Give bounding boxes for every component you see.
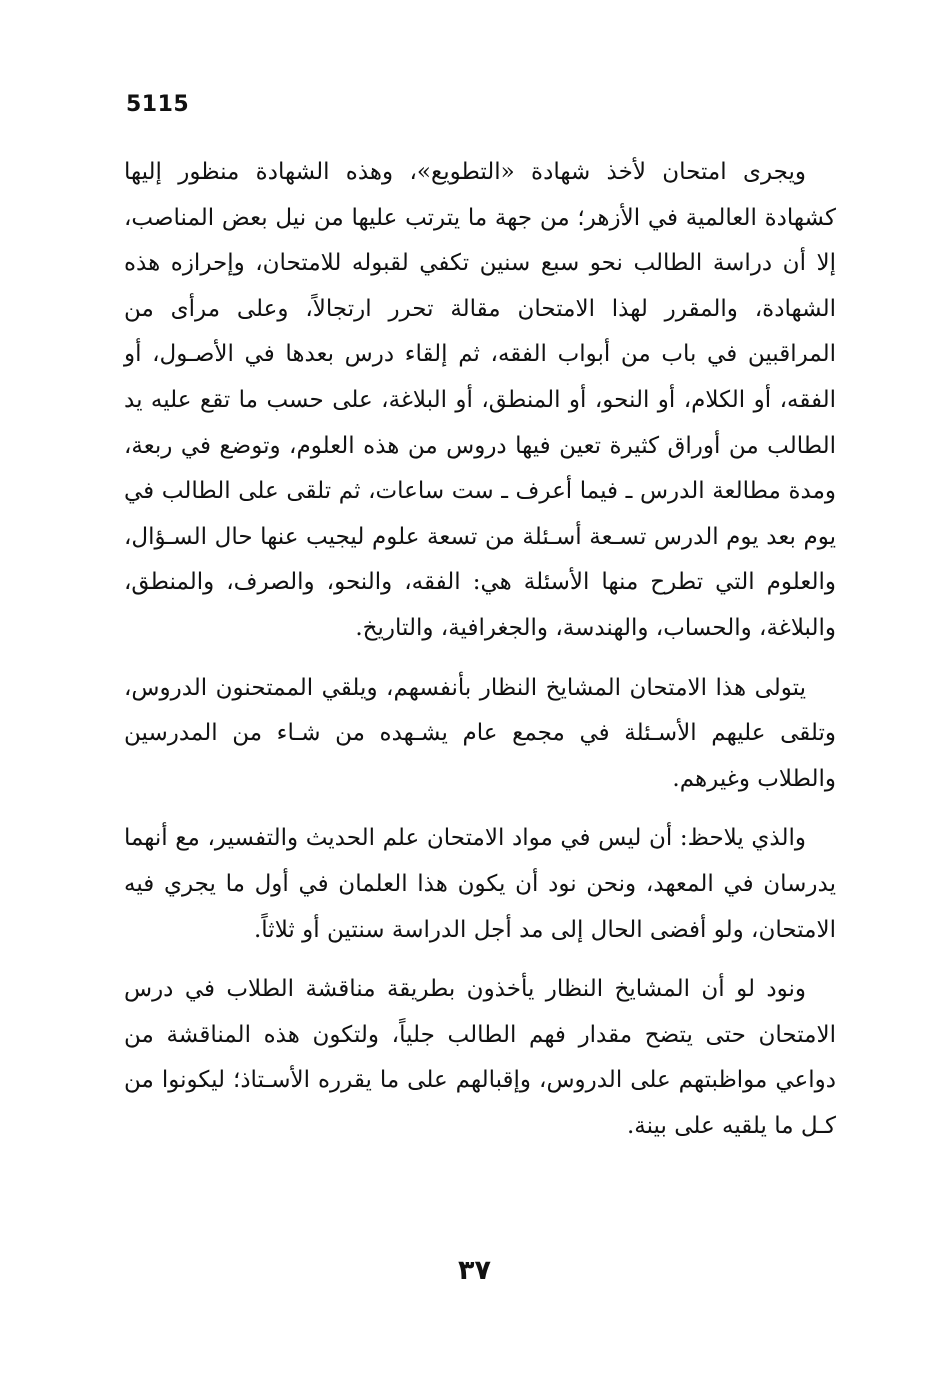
paragraph-exam-supervisors: يتولى هذا الامتحان المشايخ النظار بأنفسهم، ويلقي الممتحنون الدروس، وتلقى عليهم الأسـئلة في مجمع عام يشـهده من شـاء من المدرسين والطلاب وغيرهم. xyxy=(124,674,836,792)
reference-number: 5115 xyxy=(126,92,190,117)
page-number: ٣٧ xyxy=(458,1255,491,1286)
paragraph-missing-subjects: والذي يلاحظ: أن ليس في مواد الامتحان علم الحديث والتفسير، مع أنهما يدرسان في المعهد، ونحن نود أن يكون هذا العلمان في أول ما يجري فيه الامتحان، ولو أفضى الحال إلى مد أجل الدراسة سنتين أو ثلاثاً. xyxy=(124,825,836,943)
page-body xyxy=(124,150,836,1163)
paragraph-discussion-method: ونود لو أن المشايخ النظار يأخذون بطريقة مناقشة الطلاب في درس الامتحان حتى يتضح مقدار فهم الطالب جلياً، ولتكون هذه المناقشة من دواعي مواظبتهم على الدروس، وإقبالهم على ما يقرره الأسـتاذ؛ ليكونوا من كـل ما يلقيه على بينة. xyxy=(124,976,836,1139)
paragraph-tatwee-exam: ويجرى امتحان لأخذ شهادة «التطويع»، وهذه الشهادة منظور إليها كشهادة العالمية في الأزهر؛ من جهة ما يترتب عليها من نيل بعض المناصب، إلا أن دراسة الطالب نحو سبع سنين تكفي لقبوله للامتحان، وإحرازه هذه الشهادة، والمقرر لهذا الامتحان مقالة تحرر ارتجالاً، وعلى مرأى من المراقبين في باب من أبواب الفقه، ثم إلقاء درس بعدها في الأصـول، أو الفقه، أو الكلام، أو النحو، أو المنطق، أو البلاغة، على حسب ما تقع عليه يد الطالب من أوراق كثيرة تعين فيها دروس من هذه العلوم، وتوضع في ربعة، ومدة مطالعة الدرس ـ فيما أعرف ـ ست ساعات، ثم تلقى على الطالب في يوم بعد يوم الدرس تسـعة أسـئلة من تسعة علوم ليجيب عنها حال السـؤال، والعلوم التي تطرح منها الأسئلة هي: الفقه، والنحو، والصرف، والمنطق، والبلاغة، والحساب، والهندسة، والجغرافية، والتاريخ. xyxy=(124,159,836,641)
